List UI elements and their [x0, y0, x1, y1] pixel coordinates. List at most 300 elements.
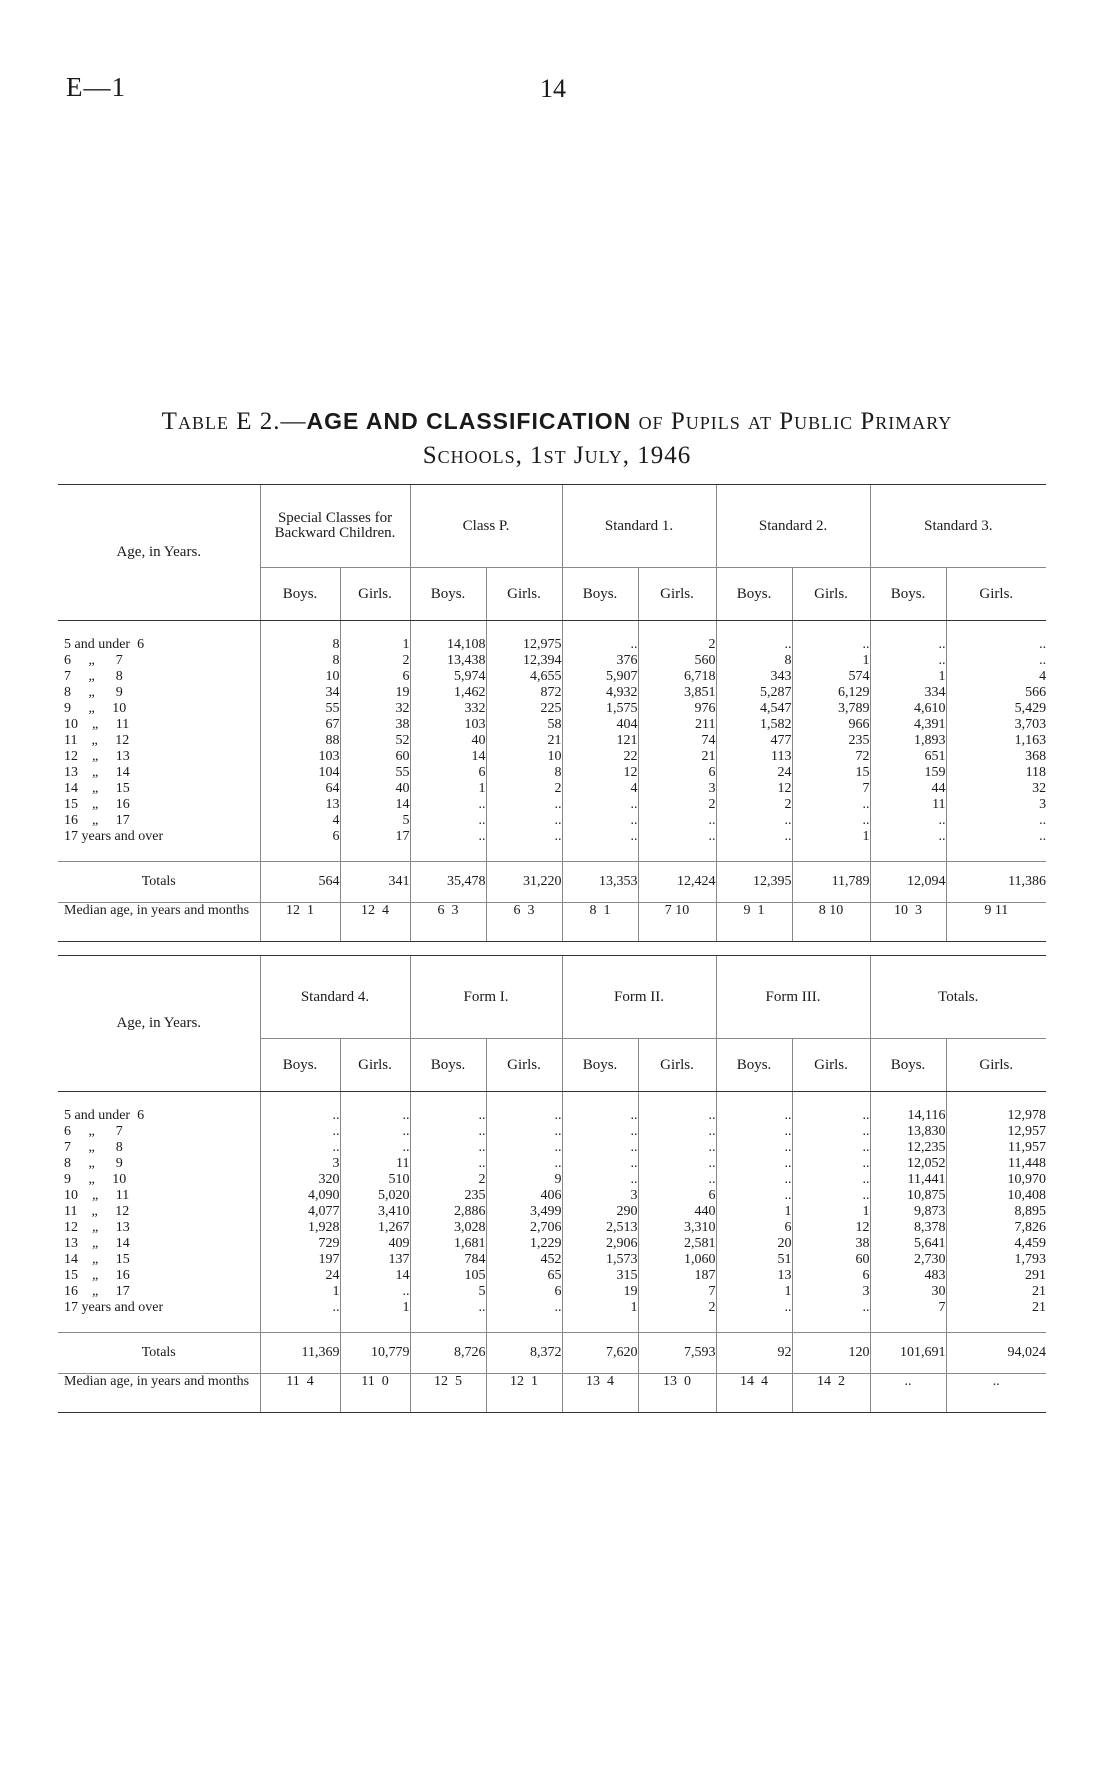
median-cell: 8 10: [792, 903, 870, 942]
table-cell: 4,932: [562, 685, 638, 701]
spacer-cell: [340, 1316, 410, 1333]
table-cell: ..: [946, 813, 1046, 829]
table-cell: 2: [716, 797, 792, 813]
totals-cell: 7,620: [562, 1333, 638, 1374]
age-header: Age, in Years.: [58, 956, 260, 1092]
boys-header: Boys.: [716, 1039, 792, 1092]
table-cell: 6: [638, 765, 716, 781]
table-cell: ..: [716, 1188, 792, 1204]
table-cell: 3: [946, 797, 1046, 813]
table-cell: ..: [410, 797, 486, 813]
table-cell: ..: [340, 1124, 410, 1140]
table-cell: 2: [340, 653, 410, 669]
table-cell: 225: [486, 701, 562, 717]
spacer-cell: [792, 1316, 870, 1333]
table-row: [58, 765, 1046, 781]
group-header: Standard 2.: [716, 485, 870, 568]
table-cell: 6,129: [792, 685, 870, 701]
age-label: 14 „ 15: [64, 1252, 130, 1267]
totals-cell: 94,024: [946, 1333, 1046, 1374]
table-cell: 14: [340, 797, 410, 813]
table-cell: ..: [716, 1108, 792, 1124]
table-row: [58, 781, 1046, 797]
table-cell: 55: [260, 701, 340, 717]
spacer-row: [58, 1092, 1046, 1109]
totals-cell: 12,395: [716, 862, 792, 903]
table-cell: 1: [792, 653, 870, 669]
table-cell: 1: [340, 637, 410, 653]
table-cell: 5,907: [562, 669, 638, 685]
age-label: 13 „ 14: [64, 765, 130, 780]
table-cell: ..: [792, 637, 870, 653]
boys-header: Boys.: [260, 1039, 340, 1092]
table-cell: 21: [946, 1300, 1046, 1316]
table-row: [58, 1252, 1046, 1268]
table-row: [58, 1284, 1046, 1300]
table-row: [58, 1236, 1046, 1252]
table-cell: 452: [486, 1252, 562, 1268]
table-cell: ..: [562, 1108, 638, 1124]
girls-header: Girls.: [792, 1039, 870, 1092]
spacer-cell: [792, 1092, 870, 1109]
table-cell: 6: [260, 829, 340, 845]
table-cell: 137: [340, 1252, 410, 1268]
table-cell: 560: [638, 653, 716, 669]
table-cell: ..: [716, 1172, 792, 1188]
table-cell: 2: [638, 1300, 716, 1316]
table-cell: ..: [792, 1172, 870, 1188]
table-cell: ..: [340, 1284, 410, 1300]
table-cell: 14,108: [410, 637, 486, 653]
table-cell: 1,267: [340, 1220, 410, 1236]
table-cell: ..: [792, 1108, 870, 1124]
table-row: [58, 1140, 1046, 1156]
spacer-cell: [260, 1092, 340, 1109]
table-cell: 6: [716, 1220, 792, 1236]
page-id: E—1: [66, 72, 126, 102]
table-cell: ..: [410, 1108, 486, 1124]
table-row: [58, 701, 1046, 717]
spacer-cell: [870, 1092, 946, 1109]
spacer-cell: [260, 845, 340, 862]
table-cell: ..: [792, 813, 870, 829]
table-cell: ..: [562, 1124, 638, 1140]
table-cell: 15: [792, 765, 870, 781]
girls-header: Girls.: [638, 568, 716, 621]
table-cell: 104: [260, 765, 340, 781]
table-cell: ..: [870, 653, 946, 669]
table-cell: 2,581: [638, 1236, 716, 1252]
totals-cell: 11,369: [260, 1333, 340, 1374]
spacer-cell: [58, 1316, 260, 1333]
table-cell: 6: [410, 765, 486, 781]
table-cell: 3,703: [946, 717, 1046, 733]
table-cell: 1,928: [260, 1220, 340, 1236]
table-cell: ..: [486, 1124, 562, 1140]
table-cell: 58: [486, 717, 562, 733]
spacer-cell: [562, 1316, 638, 1333]
table-cell: 12,975: [486, 637, 562, 653]
table-cell: 4,610: [870, 701, 946, 717]
spacer-cell: [946, 845, 1046, 862]
table-cell: ..: [870, 813, 946, 829]
table-row: [58, 1268, 1046, 1284]
table-cell: 6,718: [638, 669, 716, 685]
spacer-cell: [792, 845, 870, 862]
table-cell: ..: [716, 1300, 792, 1316]
table-cell: 21: [486, 733, 562, 749]
table-cell: 1,681: [410, 1236, 486, 1252]
totals-cell: 8,726: [410, 1333, 486, 1374]
table-row: [58, 749, 1046, 765]
table-cell: ..: [562, 1172, 638, 1188]
age-label: 9 „ 10: [64, 701, 127, 716]
totals-cell: 12,094: [870, 862, 946, 903]
table-cell: 44: [870, 781, 946, 797]
table-title: [0, 404, 1114, 473]
totals-cell: 31,220: [486, 862, 562, 903]
group-header: Form II.: [562, 956, 716, 1039]
table-cell: 1,582: [716, 717, 792, 733]
spacer-cell: [946, 1092, 1046, 1109]
table-cell: 315: [562, 1268, 638, 1284]
table-cell: 409: [340, 1236, 410, 1252]
table-cell: ..: [716, 813, 792, 829]
table-cell: ..: [340, 1140, 410, 1156]
table-cell: 235: [792, 733, 870, 749]
girls-header: Girls.: [486, 1039, 562, 1092]
table-cell: ..: [638, 1172, 716, 1188]
table-cell: 5,020: [340, 1188, 410, 1204]
table-cell: 966: [792, 717, 870, 733]
boys-header: Boys.: [562, 1039, 638, 1092]
table-cell: 12,052: [870, 1156, 946, 1172]
table-cell: 60: [340, 749, 410, 765]
boys-header: Boys.: [870, 568, 946, 621]
spacer-cell: [562, 621, 638, 638]
table-cell: 12: [716, 781, 792, 797]
table-cell: 1,462: [410, 685, 486, 701]
table-cell: 24: [260, 1268, 340, 1284]
table-cell: 291: [946, 1268, 1046, 1284]
table-cell: 6: [486, 1284, 562, 1300]
table-1-body: [58, 621, 1046, 942]
table-cell: ..: [562, 797, 638, 813]
table-cell: ..: [638, 813, 716, 829]
table-row: [58, 1188, 1046, 1204]
spacer-row: [58, 621, 1046, 638]
table-cell: ..: [716, 829, 792, 845]
table-cell: 2,730: [870, 1252, 946, 1268]
table-cell: 8: [486, 765, 562, 781]
median-cell: 12 5: [410, 1374, 486, 1413]
table-cell: ..: [946, 829, 1046, 845]
table-cell: 3,789: [792, 701, 870, 717]
spacer-cell: [946, 621, 1046, 638]
table-cell: 17: [340, 829, 410, 845]
spacer-cell: [58, 621, 260, 638]
table-cell: 1: [716, 1204, 792, 1220]
table-cell: 12: [792, 1220, 870, 1236]
boys-header: Boys.: [716, 568, 792, 621]
age-classification-table-2: [58, 955, 1046, 1413]
table-cell: ..: [486, 813, 562, 829]
table-cell: 510: [340, 1172, 410, 1188]
table-cell: 72: [792, 749, 870, 765]
totals-cell: 12,424: [638, 862, 716, 903]
table-cell: 1,793: [946, 1252, 1046, 1268]
table-cell: 4: [946, 669, 1046, 685]
median-row: [58, 1374, 1046, 1413]
table-row: [58, 717, 1046, 733]
table-cell: ..: [260, 1108, 340, 1124]
table-cell: 197: [260, 1252, 340, 1268]
table-cell: 2: [410, 1172, 486, 1188]
age-classification-table-1: [58, 484, 1046, 942]
table-cell: 1,573: [562, 1252, 638, 1268]
table-cell: ..: [792, 1188, 870, 1204]
age-label: 8 „ 9: [64, 1156, 123, 1171]
table-cell: 3: [562, 1188, 638, 1204]
totals-row: [58, 1333, 1046, 1374]
median-cell: 9 11: [946, 903, 1046, 942]
age-label: 15 „ 16: [64, 1268, 130, 1283]
table-cell: 14: [340, 1268, 410, 1284]
group-header: Standard 1.: [562, 485, 716, 568]
table-cell: 12,957: [946, 1124, 1046, 1140]
table-cell: 8: [260, 653, 340, 669]
age-label: 15 „ 16: [64, 797, 130, 812]
table-cell: 9: [486, 1172, 562, 1188]
table-cell: ..: [486, 797, 562, 813]
table-cell: 5: [340, 813, 410, 829]
girls-header: Girls.: [638, 1039, 716, 1092]
table-cell: 51: [716, 1252, 792, 1268]
table-cell: 404: [562, 717, 638, 733]
table-cell: 334: [870, 685, 946, 701]
table-cell: 21: [946, 1284, 1046, 1300]
table-cell: 332: [410, 701, 486, 717]
table-cell: 1: [716, 1284, 792, 1300]
totals-cell: 101,691: [870, 1333, 946, 1374]
table-2-body: [58, 1092, 1046, 1413]
table-cell: 10,970: [946, 1172, 1046, 1188]
spacer-cell: [260, 621, 340, 638]
table-cell: 235: [410, 1188, 486, 1204]
table-cell: 3: [260, 1156, 340, 1172]
table-cell: ..: [946, 637, 1046, 653]
title-line2: Schools, 1st July, 1946: [422, 442, 692, 469]
table-cell: 11: [340, 1156, 410, 1172]
table-cell: 1: [562, 1300, 638, 1316]
table-cell: 406: [486, 1188, 562, 1204]
table-cell: ..: [870, 829, 946, 845]
table-cell: 20: [716, 1236, 792, 1252]
group-header: Form I.: [410, 956, 562, 1039]
table-cell: 7: [870, 1300, 946, 1316]
table-cell: 113: [716, 749, 792, 765]
age-label: 12 „ 13: [64, 1220, 130, 1235]
age-label: 17 years and over: [64, 1300, 164, 1315]
table-cell: 103: [260, 749, 340, 765]
table-cell: 4,077: [260, 1204, 340, 1220]
median-cell: 14 2: [792, 1374, 870, 1413]
table-cell: 74: [638, 733, 716, 749]
age-label: 8 „ 9: [64, 685, 123, 700]
table-row: [58, 733, 1046, 749]
table-cell: ..: [410, 1156, 486, 1172]
totals-cell: 11,789: [792, 862, 870, 903]
table-cell: 4,459: [946, 1236, 1046, 1252]
table-cell: ..: [486, 1140, 562, 1156]
table-row: [58, 669, 1046, 685]
age-label: 14 „ 15: [64, 781, 130, 796]
totals-label: Totals: [58, 1333, 260, 1374]
spacer-row: [58, 1316, 1046, 1333]
table-cell: 11,957: [946, 1140, 1046, 1156]
group-header: Totals.: [870, 956, 1046, 1039]
table-cell: 2,886: [410, 1204, 486, 1220]
totals-cell: 8,372: [486, 1333, 562, 1374]
median-cell: 13 4: [562, 1374, 638, 1413]
table-cell: 13: [260, 797, 340, 813]
table-row: [58, 1300, 1046, 1316]
table-cell: 19: [562, 1284, 638, 1300]
table-cell: 22: [562, 749, 638, 765]
table-cell: ..: [792, 1124, 870, 1140]
table-cell: 38: [340, 717, 410, 733]
table-cell: 3,310: [638, 1220, 716, 1236]
median-label: Median age, in years and months: [58, 1374, 260, 1413]
spacer-cell: [716, 1092, 792, 1109]
table-cell: 5: [410, 1284, 486, 1300]
table-cell: ..: [792, 1156, 870, 1172]
table-cell: 343: [716, 669, 792, 685]
table-row: [58, 1172, 1046, 1188]
table-cell: 3: [792, 1284, 870, 1300]
table-row: [58, 1156, 1046, 1172]
table-cell: 12: [562, 765, 638, 781]
table-cell: 21: [638, 749, 716, 765]
table-cell: 67: [260, 717, 340, 733]
age-label: 6 „ 7: [64, 653, 123, 668]
table-cell: 211: [638, 717, 716, 733]
table-cell: 13: [716, 1268, 792, 1284]
table-cell: 2: [486, 781, 562, 797]
spacer-cell: [716, 621, 792, 638]
age-label: 13 „ 14: [64, 1236, 130, 1251]
table-cell: 1,893: [870, 733, 946, 749]
girls-header: Girls.: [792, 568, 870, 621]
table-cell: ..: [410, 1140, 486, 1156]
group-header: Class P.: [410, 485, 562, 568]
table-cell: ..: [792, 797, 870, 813]
age-label: 5 and under 6: [64, 1108, 145, 1123]
table-cell: ..: [792, 1300, 870, 1316]
page-number: 14: [540, 74, 566, 103]
table-cell: 4,391: [870, 717, 946, 733]
table-row: [58, 685, 1046, 701]
spacer-cell: [638, 621, 716, 638]
table-cell: 10: [486, 749, 562, 765]
age-label: 5 and under 6: [64, 637, 145, 652]
age-label: 7 „ 8: [64, 1140, 123, 1155]
table-cell: ..: [562, 1140, 638, 1156]
table-cell: ..: [638, 1140, 716, 1156]
table-cell: 105: [410, 1268, 486, 1284]
table-cell: ..: [410, 1124, 486, 1140]
table-cell: 1,575: [562, 701, 638, 717]
spacer-cell: [638, 1092, 716, 1109]
title-suffix: of Pupils at Public Primary: [631, 408, 953, 435]
table-cell: ..: [562, 1156, 638, 1172]
girls-header: Girls.: [486, 568, 562, 621]
median-cell: 10 3: [870, 903, 946, 942]
table-cell: ..: [638, 829, 716, 845]
table-row: [58, 653, 1046, 669]
totals-row: [58, 862, 1046, 903]
table-row: [58, 1124, 1046, 1140]
table-cell: 12,978: [946, 1108, 1046, 1124]
age-header: Age, in Years.: [58, 485, 260, 621]
table-cell: 2,906: [562, 1236, 638, 1252]
spacer-cell: [486, 1092, 562, 1109]
table-cell: 88: [260, 733, 340, 749]
table-cell: 440: [638, 1204, 716, 1220]
table-cell: 32: [340, 701, 410, 717]
table-cell: 13,438: [410, 653, 486, 669]
table-cell: 1: [260, 1284, 340, 1300]
table-cell: 11,441: [870, 1172, 946, 1188]
table-cell: 4: [562, 781, 638, 797]
table-cell: 1,163: [946, 733, 1046, 749]
table-cell: 8,378: [870, 1220, 946, 1236]
table-cell: 10: [260, 669, 340, 685]
median-cell: 8 1: [562, 903, 638, 942]
age-label: 7 „ 8: [64, 669, 123, 684]
table-cell: ..: [716, 1156, 792, 1172]
table-cell: 10,875: [870, 1188, 946, 1204]
spacer-cell: [716, 1316, 792, 1333]
table-cell: 1: [792, 1204, 870, 1220]
totals-cell: 13,353: [562, 862, 638, 903]
table-cell: ..: [410, 1300, 486, 1316]
median-cell: 12 4: [340, 903, 410, 942]
spacer-cell: [58, 845, 260, 862]
totals-cell: 341: [340, 862, 410, 903]
table-cell: 376: [562, 653, 638, 669]
girls-header: Girls.: [340, 568, 410, 621]
spacer-cell: [870, 621, 946, 638]
age-label: 9 „ 10: [64, 1172, 127, 1187]
age-label: 16 „ 17: [64, 1284, 130, 1299]
table-cell: 24: [716, 765, 792, 781]
totals-cell: 92: [716, 1333, 792, 1374]
table-cell: ..: [340, 1108, 410, 1124]
table-cell: ..: [260, 1140, 340, 1156]
table-cell: 1: [410, 781, 486, 797]
table-cell: 6: [340, 669, 410, 685]
table-cell: 3,851: [638, 685, 716, 701]
table-row: [58, 1108, 1046, 1124]
table-cell: 11,448: [946, 1156, 1046, 1172]
table-cell: ..: [486, 829, 562, 845]
age-label: 10 „ 11: [64, 717, 130, 732]
boys-header: Boys.: [870, 1039, 946, 1092]
table-cell: 1,229: [486, 1236, 562, 1252]
table-cell: 2: [638, 797, 716, 813]
title-bold: AGE AND CLASSIFICATION: [306, 408, 632, 434]
